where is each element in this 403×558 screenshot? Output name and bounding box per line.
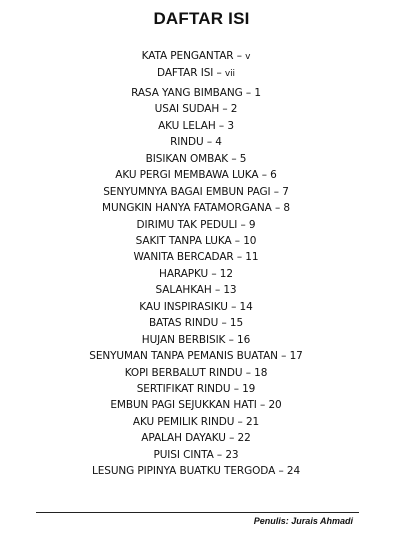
toc-entry-title: DAFTAR ISI: [157, 66, 214, 79]
toc-entry-separator: –: [274, 202, 281, 214]
toc-entry: [0, 87, 392, 100]
toc-entry-page: 11: [245, 251, 259, 264]
toc-entry-page: 10: [243, 234, 257, 247]
toc-entry: [0, 449, 392, 462]
toc-entry-page: 13: [223, 284, 237, 297]
toc-entry-title: BATAS RINDU: [148, 317, 219, 330]
toc-entry: [0, 399, 392, 412]
toc-entry-separator: –: [234, 234, 240, 247]
toc-entry-page: v: [245, 52, 251, 62]
toc-entry-title: SERTIFIKAT RINDU: [136, 383, 231, 395]
toc-entry-title: SAKIT TANPA LUKA: [135, 234, 232, 247]
toc-entry-title: SALAHKAH: [155, 284, 212, 297]
toc-entry-page: 1: [254, 86, 261, 99]
toc-entry: [0, 186, 392, 199]
toc-entry-separator: –: [231, 152, 237, 165]
toc-entry-page: 6: [270, 169, 277, 182]
toc-entry-page: 15: [229, 317, 244, 330]
toc-entry-page: 23: [225, 448, 239, 461]
toc-entry-page: 22: [237, 432, 251, 445]
toc-entry-separator: –: [236, 251, 243, 264]
toc-entry-page: 20: [268, 399, 282, 412]
footer-divider: [36, 512, 359, 513]
toc-entry-title: WANITA BERCADAR: [133, 251, 234, 264]
toc-entry-separator: –: [273, 185, 279, 198]
toc-entry-separator: –: [240, 218, 246, 231]
toc-entry-page: 7: [282, 185, 289, 198]
toc-entry-separator: –: [222, 103, 228, 116]
toc-entry: [0, 465, 392, 478]
toc-entry-separator: –: [231, 300, 237, 313]
toc-entry-title: SENYUMAN TANPA PEMANIS BUATAN: [89, 350, 278, 363]
toc-entry-separator: –: [228, 333, 234, 346]
toc-entry: [0, 202, 392, 215]
toc-entry: [0, 317, 392, 330]
toc-entry-title: AKU PEMILIK RINDU: [132, 415, 235, 428]
toc-entry-title: MUNGKIN HANYA FATAMORGANA: [102, 202, 272, 214]
toc-entry-page: vii: [224, 68, 235, 79]
toc-entry: [0, 103, 392, 116]
toc-entry: [0, 416, 392, 429]
toc-entry-separator: –: [218, 119, 225, 132]
toc-entry-separator: –: [245, 366, 251, 379]
toc-entry-title: AKU LELAH: [158, 119, 216, 132]
toc-entry-page: 21: [245, 415, 260, 428]
toc-entry-page: 17: [289, 350, 303, 363]
toc-entry-page: 16: [237, 333, 251, 346]
toc-entry: [0, 67, 392, 81]
toc-entry-separator: –: [211, 267, 217, 280]
toc-entry-title: BISIKAN OMBAK: [145, 152, 229, 165]
toc-entry-title: RASA YANG BIMBANG: [131, 86, 243, 99]
toc-entry-separator: –: [245, 86, 252, 99]
toc-entry-separator: –: [206, 136, 213, 149]
toc-entry: [0, 169, 392, 182]
toc-entry-separator: –: [237, 415, 243, 428]
toc-entry: [0, 219, 392, 232]
toc-entry-title: EMBUN PAGI SEJUKKAN HATI: [110, 399, 257, 412]
toc-entry-page: 24: [286, 465, 301, 478]
toc-entry-title: DIRIMU TAK PEDULI: [136, 218, 238, 231]
toc-entry-title: PUISI CINTA: [153, 448, 214, 461]
toc-entry-title: SENYUMNYA BAGAI EMBUN PAGI: [103, 185, 271, 198]
page-title: DAFTAR ISI: [153, 9, 250, 28]
toc-entry: [0, 350, 392, 363]
toc-entry-title: LESUNG PIPINYA BUATKU TERGODA: [91, 465, 276, 478]
toc-entry-title: KATA PENGANTAR: [141, 50, 234, 62]
toc-entry-title: USAI SUDAH: [154, 103, 220, 116]
toc-entry-title: AKU PERGI MEMBAWA LUKA: [115, 169, 259, 182]
author-credit: Penulis: Jurais Ahmadi: [253, 516, 353, 526]
toc-entry-separator: –: [236, 50, 242, 62]
toc-entry-page: 3: [227, 119, 234, 132]
toc-entry-title: KAU INSPIRASIKU: [139, 300, 228, 313]
toc-entry: [0, 383, 392, 396]
toc-entry-title: APALAH DAYAKU: [141, 432, 226, 445]
toc-entry-page: 5: [239, 152, 247, 165]
toc-entry: [0, 136, 392, 149]
toc-entry-title: RINDU: [170, 136, 204, 149]
toc-entry: [0, 120, 392, 133]
toc-entry: [0, 301, 392, 314]
toc-entry: [0, 367, 392, 380]
toc-entry: [0, 153, 392, 166]
toc-entry-page: 4: [215, 136, 222, 149]
toc-entry-separator: –: [261, 169, 267, 182]
toc-entry-page: 12: [219, 267, 233, 280]
toc-entry: [0, 251, 392, 264]
toc-entry: [0, 284, 392, 297]
toc-entry-page: 14: [239, 300, 253, 313]
toc-entry-separator: –: [214, 284, 221, 297]
toc-entry: [0, 432, 392, 445]
toc-entry-separator: –: [260, 399, 266, 412]
toc-entry-title: HUJAN BERBISIK: [141, 333, 226, 346]
toc-entry: [0, 235, 392, 248]
toc-entry-page: 9: [248, 218, 256, 231]
toc-entry-separator: –: [233, 383, 239, 395]
toc-entry-page: 19: [242, 383, 256, 395]
toc-entry-separator: –: [216, 448, 223, 461]
toc-entry-page: 8: [283, 202, 290, 214]
toc-entry-page: 2: [230, 103, 238, 116]
toc-entry-separator: –: [221, 317, 227, 330]
toc-entry-separator: –: [216, 66, 222, 79]
toc-entry: [0, 268, 392, 281]
toc-entry-separator: –: [278, 465, 284, 478]
toc-entry-page: 18: [254, 366, 268, 379]
toc-entry-title: KOPI BERBALUT RINDU: [124, 366, 243, 379]
toc-entry-title: HARAPKU: [159, 267, 209, 280]
toc-entry-separator: –: [229, 432, 235, 445]
toc-entry-separator: –: [281, 350, 287, 363]
toc-entry: [0, 50, 392, 64]
toc-entry: [0, 334, 392, 347]
